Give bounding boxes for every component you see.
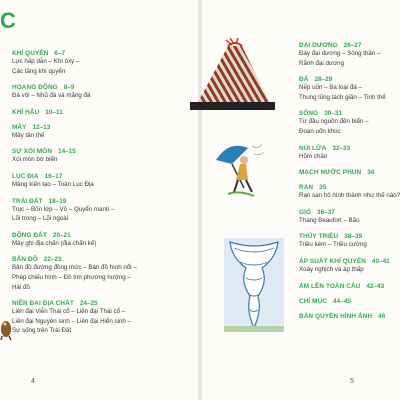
toc-entry-heading <box>299 42 400 49</box>
toc-entry-title: TRÁI ĐẤT <box>12 197 43 205</box>
toc-entry-title: SỰ XÓI MÒN <box>12 148 53 156</box>
toc-entry-subtopics: Thang Beaufort – Bão <box>299 216 360 224</box>
toc-entry-page-range: 8–9 <box>63 84 75 92</box>
toc-entry-title: ĐỘNG ĐẤT <box>12 231 47 239</box>
toc-entry[interactable] <box>299 298 400 305</box>
toc-entry-subtopics: Xoáy nghịch và áp thấp <box>299 265 364 273</box>
fossil-creature-icon <box>0 318 14 340</box>
toc-left <box>12 50 197 344</box>
toc-entry-heading <box>299 110 400 117</box>
toc-entry-title: MÂY <box>12 123 27 131</box>
toc-entry-page-range: 30–31 <box>324 110 343 118</box>
toc-entry-title: GIÓ <box>299 208 312 216</box>
toc-entry-heading <box>299 258 400 265</box>
toc-entry[interactable] <box>299 145 400 162</box>
toc-entry-subtopics: Thung lũng tách giãn – Tinh thể <box>299 93 386 101</box>
toc-entry-heading <box>12 256 197 263</box>
toc-entry-heading <box>299 145 400 152</box>
toc-entry[interactable] <box>299 313 400 320</box>
toc-entry[interactable] <box>299 233 400 250</box>
toc-entry[interactable] <box>299 169 400 176</box>
toc-entry-subtopics: Các tầng khí quyển <box>12 67 66 75</box>
toc-entry[interactable] <box>299 209 400 226</box>
page-number-right: 5 <box>350 378 354 385</box>
toc-entry-heading <box>12 198 197 205</box>
volcano-illustration-icon <box>190 38 275 110</box>
toc-entry-page-range: 6–7 <box>54 50 66 57</box>
toc-entry-page-range: 18–19 <box>48 197 67 205</box>
toc-entry[interactable] <box>12 84 197 101</box>
toc-entry-subtopics: Phép chiếu hình – Đồ tìm phương hướng – <box>12 273 131 281</box>
toc-entry-title: CHỈ MỤC <box>299 297 328 305</box>
toc-entry[interactable] <box>299 283 400 290</box>
toc-entry-page-range: 34 <box>367 169 375 177</box>
toc-entry-page-range: 12–13 <box>32 123 51 131</box>
toc-entry-subtopics: Đáy đại dương – Sóng thần – <box>299 50 381 57</box>
toc-entry[interactable] <box>299 184 400 201</box>
toc-entry-heading <box>299 298 400 305</box>
toc-entry-subtopics: Bản đồ đường đồng mức – Bản đồ hình nổi – <box>12 264 137 272</box>
toc-entry-page-range: 40–41 <box>371 257 390 265</box>
toc-right <box>299 42 400 328</box>
toc-entry-title: BẢN QUYỀN HÌNH ẢNH <box>299 312 373 320</box>
toc-entry-subtopics: Liên đại Viễn Thái cổ – Liên đại Thái cổ – <box>12 308 126 316</box>
toc-entry[interactable] <box>12 148 197 165</box>
toc-entry-subtopics: Đoạn uốn khúc <box>299 127 341 135</box>
toc-entry-subtopics: Từ đầu nguồn đến biển – <box>299 118 369 126</box>
toc-entry-heading <box>12 109 197 116</box>
toc-entry-heading <box>299 184 400 191</box>
toc-entry-heading <box>299 169 400 176</box>
toc-entry-page-range: 36–37 <box>317 208 335 216</box>
right-page <box>200 0 400 400</box>
toc-entry[interactable] <box>12 198 197 224</box>
toc-entry-page-range: 26–27 <box>343 42 362 49</box>
toc-entry-heading <box>12 84 197 91</box>
toc-entry-heading <box>299 283 400 290</box>
toc-entry-title: BẢN ĐỒ <box>12 256 38 264</box>
toc-entry-title: NIÊN ĐẠI ĐỊA CHẤT <box>12 300 74 308</box>
toc-entry-subtopics: Đá vôi – Nhũ đá và măng đá <box>12 92 91 100</box>
toc-entry-subtopics: Máy ghi địa chấn (địa chấn kế) <box>12 239 97 247</box>
toc-entry-heading <box>299 76 400 83</box>
toc-entry-page-range: 38–39 <box>344 233 363 241</box>
toc-entry-title: ĐÁ <box>299 76 309 84</box>
toc-entry-title: LỤC ĐỊA <box>12 172 39 180</box>
toc-entry-title: HOẠNG ĐỘNG <box>12 84 58 92</box>
toc-entry[interactable] <box>12 50 197 76</box>
toc-entry-heading <box>12 124 197 131</box>
toc-entry-heading <box>12 173 197 180</box>
toc-entry-heading <box>299 233 400 240</box>
toc-entry-title: NÚI LỬA <box>299 144 327 152</box>
toc-entry-subtopics: Trục – Bốn lớp – Vỏ – Quyển manti – <box>12 205 115 213</box>
toc-entry-title: THỦY TRIỀU <box>299 233 339 241</box>
toc-entry-page-range: 32–33 <box>332 144 351 152</box>
toc-entry-page-range: 24–25 <box>79 300 98 308</box>
toc-entry-heading <box>299 313 400 320</box>
toc-entry-page-range: 44–45 <box>333 297 351 305</box>
toc-entry-page-range: 20–21 <box>52 231 71 239</box>
toc-entry[interactable] <box>12 256 197 292</box>
toc-entry[interactable] <box>299 110 400 136</box>
toc-entry-subtopics: Nếp uốn – Ba loại đá – <box>299 84 362 92</box>
toc-entry-subtopics: Rãnh đại dương <box>299 59 345 67</box>
toc-entry-subtopics: Hải đồ <box>12 283 30 291</box>
toc-entry-page-range: 28–29 <box>314 76 333 84</box>
contents-heading-fragment: C <box>0 8 16 33</box>
toc-entry-title: RẠN <box>299 184 314 192</box>
page-number-left: 4 <box>31 378 35 385</box>
toc-entry[interactable] <box>12 300 197 336</box>
tornado-icon <box>224 238 284 332</box>
person-with-umbrella-in-wind-icon <box>214 140 264 198</box>
toc-entry-heading <box>12 50 197 57</box>
toc-entry-subtopics: Lõi trong – Lõi ngoài <box>12 215 69 223</box>
toc-entry-page-range: 16–17 <box>44 172 63 180</box>
toc-entry-subtopics: Hõm chảo <box>299 152 328 160</box>
toc-entry[interactable] <box>299 42 400 68</box>
toc-entry[interactable] <box>12 109 197 116</box>
toc-entry-title: MẠCH NƯỚC PHUN <box>299 169 362 177</box>
toc-entry-title: SÔNG <box>299 110 319 118</box>
toc-entry-subtopics: Mây tận thế <box>12 131 45 139</box>
toc-entry-page-range: 22–23 <box>43 256 62 264</box>
toc-entry-subtopics: Rạn san hô hình thành như thế nào? <box>299 192 400 200</box>
toc-entry[interactable] <box>12 232 197 249</box>
toc-entry-title: ẤM LÊN TOÀN CẦU <box>299 282 361 290</box>
toc-entry-page-range: 42–43 <box>366 282 385 290</box>
toc-entry-subtopics: Liên đại Nguyên sinh – Liên đại Hiển sinh – <box>12 317 132 325</box>
toc-entry-title: KHÍ HẬU <box>12 108 40 116</box>
toc-entry-page-range: 10–11 <box>45 108 63 116</box>
toc-entry-heading <box>12 232 197 239</box>
toc-entry[interactable] <box>299 258 400 275</box>
toc-entry-subtopics: Mảng kiến tạo – Toàn Lục Địa <box>12 180 94 188</box>
toc-entry-heading <box>299 209 400 216</box>
toc-entry[interactable] <box>12 173 197 190</box>
toc-entry-subtopics: Sự sống trên Trái Đất <box>12 327 72 335</box>
toc-entry-page-range: 35 <box>319 184 327 192</box>
toc-entry-heading <box>12 148 197 155</box>
toc-entry-page-range: 46 <box>378 312 386 320</box>
toc-entry-title: ÁP SUẤT KHÍ QUYỂN <box>299 257 366 265</box>
toc-entry-subtopics: Lực hấp dẫn – Khí ôxy – <box>12 58 80 65</box>
toc-entry-heading <box>12 300 197 307</box>
toc-entry-subtopics: Xói mòn bờ biển <box>12 156 58 164</box>
toc-entry-page-range: 14–15 <box>58 148 76 156</box>
toc-entry-subtopics: Triều kém – Triều cường <box>299 241 367 249</box>
toc-entry-title: ĐẠI DƯƠNG <box>299 42 338 49</box>
toc-entry[interactable] <box>299 76 400 102</box>
toc-entry[interactable] <box>12 124 197 141</box>
toc-entry-title: KHÍ QUYỂN <box>12 50 49 57</box>
